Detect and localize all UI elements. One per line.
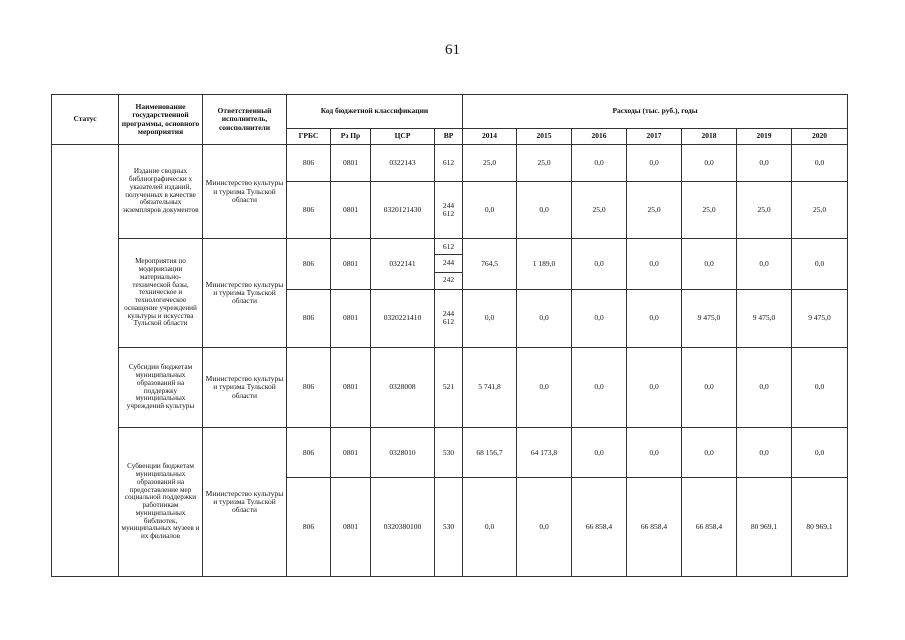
value-cell: 0,0 bbox=[792, 428, 848, 478]
grbs-cell: 806 bbox=[287, 478, 331, 577]
activity-name: Субсидии бюджетам муниципальных образований на поддержку муниципальных учреждений культуры bbox=[119, 347, 203, 427]
vr-cell: 612 bbox=[435, 239, 463, 255]
rzpr-cell: 0801 bbox=[331, 239, 371, 289]
value-cell: 25,0 bbox=[463, 145, 517, 182]
vr-cell: 612 bbox=[435, 145, 463, 182]
table-row bbox=[52, 239, 848, 255]
csr-cell: 0322143 bbox=[371, 145, 435, 182]
csr-cell: 0328008 bbox=[371, 347, 435, 427]
value-cell: 0,0 bbox=[682, 347, 737, 427]
value-cell: 66 858,4 bbox=[627, 478, 682, 577]
value-cell: 25,0 bbox=[627, 182, 682, 239]
value-cell: 64 173,8 bbox=[517, 428, 572, 478]
vr-cell: 530 bbox=[435, 478, 463, 577]
value-cell: 0,0 bbox=[792, 145, 848, 182]
value-cell: 0,0 bbox=[737, 428, 792, 478]
value-cell: 25,0 bbox=[737, 182, 792, 239]
grbs-cell: 806 bbox=[287, 347, 331, 427]
value-cell: 0,0 bbox=[627, 289, 682, 347]
value-cell: 0,0 bbox=[463, 182, 517, 239]
value-cell: 5 741,8 bbox=[463, 347, 517, 427]
value-cell: 0,0 bbox=[792, 347, 848, 427]
value-cell: 0,0 bbox=[737, 239, 792, 289]
rzpr-cell: 0801 bbox=[331, 478, 371, 577]
header-year: 2020 bbox=[792, 129, 848, 145]
csr-cell: 0320221410 bbox=[371, 289, 435, 347]
vr-cell: 521 bbox=[435, 347, 463, 427]
value-cell: 0,0 bbox=[517, 289, 572, 347]
value-cell: 0,0 bbox=[627, 347, 682, 427]
value-cell: 80 969,1 bbox=[792, 478, 848, 577]
value-cell: 0,0 bbox=[517, 347, 572, 427]
value-cell: 0,0 bbox=[627, 145, 682, 182]
executor-cell: Министерство культуры и туризма Тульской области bbox=[203, 347, 287, 427]
header-year: 2018 bbox=[682, 129, 737, 145]
header-rzpr: Рз Пр bbox=[331, 129, 371, 145]
value-cell: 0,0 bbox=[792, 239, 848, 289]
vr-cell: 244 bbox=[435, 255, 463, 272]
value-cell: 25,0 bbox=[792, 182, 848, 239]
grbs-cell: 806 bbox=[287, 428, 331, 478]
value-cell: 0,0 bbox=[737, 347, 792, 427]
rzpr-cell: 0801 bbox=[331, 428, 371, 478]
rzpr-cell: 0801 bbox=[331, 289, 371, 347]
activity-name: Мероприятия по модернизации материально-технической базы, техническое и технологическое оснащение учреждений культуры и искусства Тульской области bbox=[119, 239, 203, 347]
value-cell: 80 969,1 bbox=[737, 478, 792, 577]
value-cell: 0,0 bbox=[737, 145, 792, 182]
header-csr: ЦСР bbox=[371, 129, 435, 145]
vr-cell: 244 612 bbox=[435, 289, 463, 347]
value-cell: 0,0 bbox=[627, 239, 682, 289]
header-year: 2014 bbox=[463, 129, 517, 145]
value-cell: 0,0 bbox=[517, 182, 572, 239]
value-cell: 0,0 bbox=[572, 145, 627, 182]
table-row bbox=[52, 145, 848, 182]
header-year: 2016 bbox=[572, 129, 627, 145]
value-cell: 25,0 bbox=[572, 182, 627, 239]
budget-table bbox=[51, 94, 848, 577]
header-year: 2017 bbox=[627, 129, 682, 145]
value-cell: 764,5 bbox=[463, 239, 517, 289]
value-cell: 0,0 bbox=[682, 239, 737, 289]
value-cell: 0,0 bbox=[463, 289, 517, 347]
value-cell: 68 156,7 bbox=[463, 428, 517, 478]
rzpr-cell: 0801 bbox=[331, 145, 371, 182]
header-year: 2019 bbox=[737, 129, 792, 145]
table-row bbox=[52, 347, 848, 427]
value-cell: 1 189,0 bbox=[517, 239, 572, 289]
grbs-cell: 806 bbox=[287, 145, 331, 182]
value-cell: 0,0 bbox=[682, 428, 737, 478]
value-cell: 66 858,4 bbox=[682, 478, 737, 577]
value-cell: 0,0 bbox=[463, 478, 517, 577]
value-cell: 9 475,0 bbox=[792, 289, 848, 347]
vr-cell: 242 bbox=[435, 272, 463, 289]
page-number: 61 bbox=[445, 42, 460, 58]
value-cell: 0,0 bbox=[572, 239, 627, 289]
executor-cell: Министерство культуры и туризма Тульской области bbox=[203, 239, 287, 347]
header-name: Наименование государственной программы, основного мероприятия bbox=[119, 95, 203, 145]
header-executor: Ответственный исполнитель, соисполнители bbox=[203, 95, 287, 145]
value-cell: 0,0 bbox=[627, 428, 682, 478]
table-row bbox=[52, 428, 848, 478]
rzpr-cell: 0801 bbox=[331, 182, 371, 239]
csr-cell: 0320121430 bbox=[371, 182, 435, 239]
header-budget-code: Код бюджетной классификации bbox=[287, 95, 463, 129]
header-row-top bbox=[52, 95, 848, 129]
value-cell: 0,0 bbox=[517, 478, 572, 577]
value-cell: 0,0 bbox=[572, 289, 627, 347]
executor-cell: Министерство культуры и туризма Тульской области bbox=[203, 428, 287, 577]
activity-name: Субвенции бюджетам муниципальных образований на предоставление мер социальной поддержки работникам муниципальных библиотек, муниципальных музеев и их филиалов bbox=[119, 428, 203, 577]
grbs-cell: 806 bbox=[287, 289, 331, 347]
value-cell: 66 858,4 bbox=[572, 478, 627, 577]
value-cell: 0,0 bbox=[572, 347, 627, 427]
value-cell: 25,0 bbox=[517, 145, 572, 182]
value-cell: 9 475,0 bbox=[737, 289, 792, 347]
header-year: 2015 bbox=[517, 129, 572, 145]
csr-cell: 0322141 bbox=[371, 239, 435, 289]
grbs-cell: 806 bbox=[287, 239, 331, 289]
vr-cell: 244 612 bbox=[435, 182, 463, 239]
executor-cell: Министерство культуры и туризма Тульской области bbox=[203, 145, 287, 239]
rzpr-cell: 0801 bbox=[331, 347, 371, 427]
value-cell: 0,0 bbox=[572, 428, 627, 478]
csr-cell: 0320380100 bbox=[371, 478, 435, 577]
header-vr: ВР bbox=[435, 129, 463, 145]
activity-name: Издание сводных библиографически х указателей изданий, полученных в качестве обязательных экземпляров документов bbox=[119, 145, 203, 239]
vr-cell: 530 bbox=[435, 428, 463, 478]
header-grbs: ГРБС bbox=[287, 129, 331, 145]
value-cell: 0,0 bbox=[682, 145, 737, 182]
header-expenses: Расходы (тыс. руб.), годы bbox=[463, 95, 848, 129]
header-status: Статус bbox=[52, 95, 119, 145]
value-cell: 25,0 bbox=[682, 182, 737, 239]
grbs-cell: 806 bbox=[287, 182, 331, 239]
status-cell bbox=[52, 145, 119, 577]
csr-cell: 0328010 bbox=[371, 428, 435, 478]
value-cell: 9 475,0 bbox=[682, 289, 737, 347]
